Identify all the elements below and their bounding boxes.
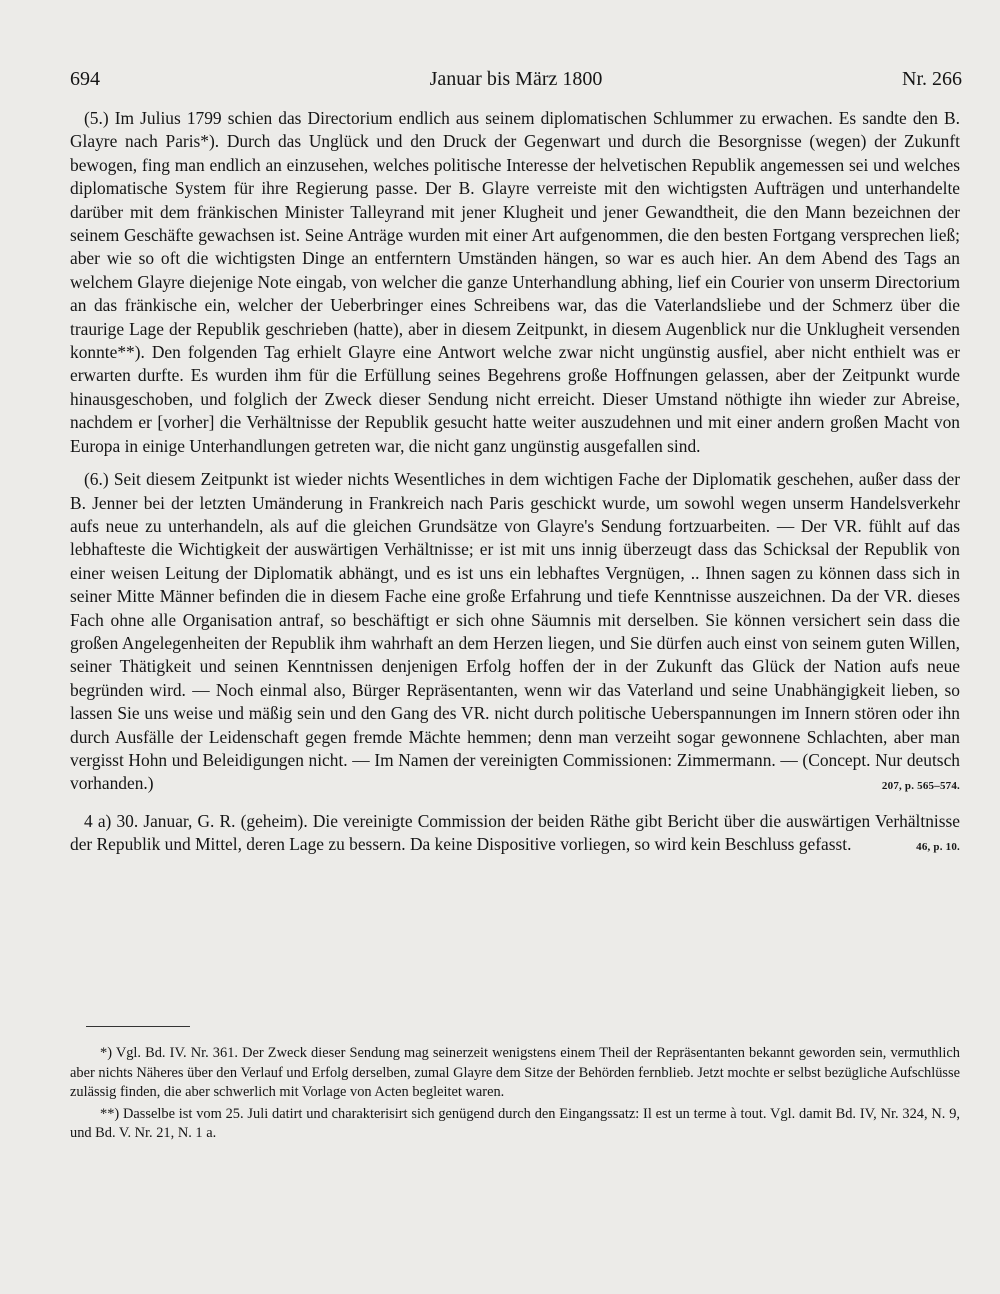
paragraph-text: 4 a) 30. Januar, G. R. (geheim). Die vereinigte Commission der beiden Räthe gibt Bericht über die auswärtigen Verhältnisse der Republik und Mittel, deren Lage zu bessern. Da keine Dispositive vorliegen, so wird kein Beschluss gefasst.: [70, 810, 960, 855]
main-text: [70, 107, 960, 860]
spacer: [70, 796, 960, 810]
paragraph-text: (5.) Im Julius 1799 schien das Directorium endlich aus seinem diplomatischen Schlummer zu erwachen. Es sandte den B. Glayre nach Paris*). Durch das Unglück und den Druck der Gegenwart und durch die Besorgnisse (wegen) der Zukunft bewogen, fing man endlich an einzusehen, welches politische Interesse der helvetischen Republik angemessen sei und welches diplomatische System für ihre Regierung passe. Der B. Glayre verreiste mit den wichtigsten Aufträgen und unterhandelte darüber mit dem fränkischen Minister Talleyrand mit jener Klugheit und jener Gewandtheit, die den Mann bezeichnen der seinem Geschäfte gewachsen ist. Seine Anträge wurden mit einer Art aufgenommen, die den besten Fortgang versprechen ließ; aber wie so oft die wichtigsten Dinge an entferntern Umständen hängen, so war es auch hier. An dem Abend des Tags an welchem Glayre diejenige Note eingab, von welcher die ganze Unterhandlung abhing, lief ein Courier von unserm Directorium an das fränkische ein, welcher der Ueberbringer eines Schreibens war, das die Vaterlandsliebe und der Schmerz über die traurige Lage der Republik geschrieben (hatte), aber in diesem Zeitpunkt, in diesem Augenblick nur die Unklugheit versenden konnte**). Den folgenden Tag erhielt Glayre eine Antwort welche zwar nicht ungünstig ausfiel, aber nicht enthielt was er erwarten durfte. Es wurden ihm für die Erfüllung seines Begehrens große Hoffnungen gelassen, aber der Zeitpunkt wurde hinausgeschoben, und folglich der Zweck dieser Sendung nicht erreicht. Dieser Umstand nöthigte ihn wieder zur Abreise, nachdem er [vorher] die Verhältnisse der Republik gesucht hatte weiter auszudehnen und mit einer andern großen Macht von Europa in einige Unterhandlungen getreten war, die nicht ganz ungünstig ausgefallen sind.: [70, 108, 960, 456]
footnote-divider: [86, 1026, 190, 1027]
footnote-2: **) Dasselbe ist vom 25. Juli datirt und charakterisirt sich genügend durch den Eingangssatz: Il est un terme à tout. Vgl. damit Bd. IV, Nr. 324, N. 9, und Bd. V. Nr. 21, N. 1 a.: [70, 1105, 960, 1141]
source-reference: 207, p. 565–574.: [881, 780, 960, 793]
paragraph-text: (6.) Seit diesem Zeitpunkt ist wieder nichts Wesentliches in dem wichtigen Fache der Diplomatik geschehen, außer dass der B. Jenner bei der letzten Umänderung in Frankreich nach Paris geschickt wurde, um sowohl wegen unserm Handelsverkehr aufs neue zu unterhandeln, als auf die gleichen Grundsätze von Glayre's Sendung fortzuarbeiten. — Der VR. fühlt auf das lebhafteste die Wichtigkeit der auswärtigen Verhältnisse; er ist mit uns innig überzeugt dass das Schicksal der Republik von einer weisen Leitung der Diplomatik abhängt, und es ist uns ein lebhaftes Vergnügen, .. Ihnen sagen zu können dass sich in seiner Mitte Männer befinden die in diesem Fache eine große Erfahrung und tiefe Kenntnisse auszeichnen. Da der VR. dieses Fach ohne alle Organisation antraf, so beschäftigt er sich ohne Säumnis mit derselben. Sie können versichert sein dass die großen Angelegenheiten der Republik ihm wahrhaft an dem Herzen liegen, und Sie dürfen auch einst von seinem guten Willen, seiner Thätigkeit und seinen Kenntnissen denjenigen Erfolg hoffen der in der Zukunft das Glück der Nation aufs neue begründen wird. — Noch einmal also, Bürger Repräsentanten, wenn wir das Vaterland und seine Unabhängigkeit lieben, so lassen Sie uns weise und mäßig sein und den Gang des VR. nicht durch politische Ueberspannungen im Innern stören oder ihn durch Ausfälle der Leidenschaft gegen fremde Mächte hemmen; denn man verzeiht sogar gewonnene Schlachten, aber man vergisst Hohn und Beleidigungen nicht. — Im Namen der vereinigten Commissionen: Zimmermann. — (Concept. Nur deutsch vorhanden.): [70, 469, 960, 794]
footnote-1: *) Vgl. Bd. IV. Nr. 361. Der Zweck dieser Sendung mag seinerzeit wenigstens einem Theil der Repräsentanten bekannt geworden sein, vermuthlich aber nichts Näheres über den Verlauf und Erfolg derselben, zumal Glayre dem Sitze der Behörden fernblieb. Jetzt mochte er selbst bezügliche Aufschlüsse zulässig finden, die aber schwerlich mit Vorlage von Acten begleitet waren.: [70, 1045, 960, 1100]
running-title: Januar bis März 1800: [429, 68, 603, 90]
source-reference: 46, p. 10.: [916, 841, 960, 854]
paragraph-6: [70, 468, 960, 796]
page-header: [70, 68, 962, 96]
footnotes: [70, 1044, 960, 1144]
paragraph-4a: [70, 810, 960, 857]
page-number: 694: [70, 68, 100, 90]
paragraph-5: [70, 107, 960, 458]
document-number: Nr. 266: [902, 68, 962, 90]
